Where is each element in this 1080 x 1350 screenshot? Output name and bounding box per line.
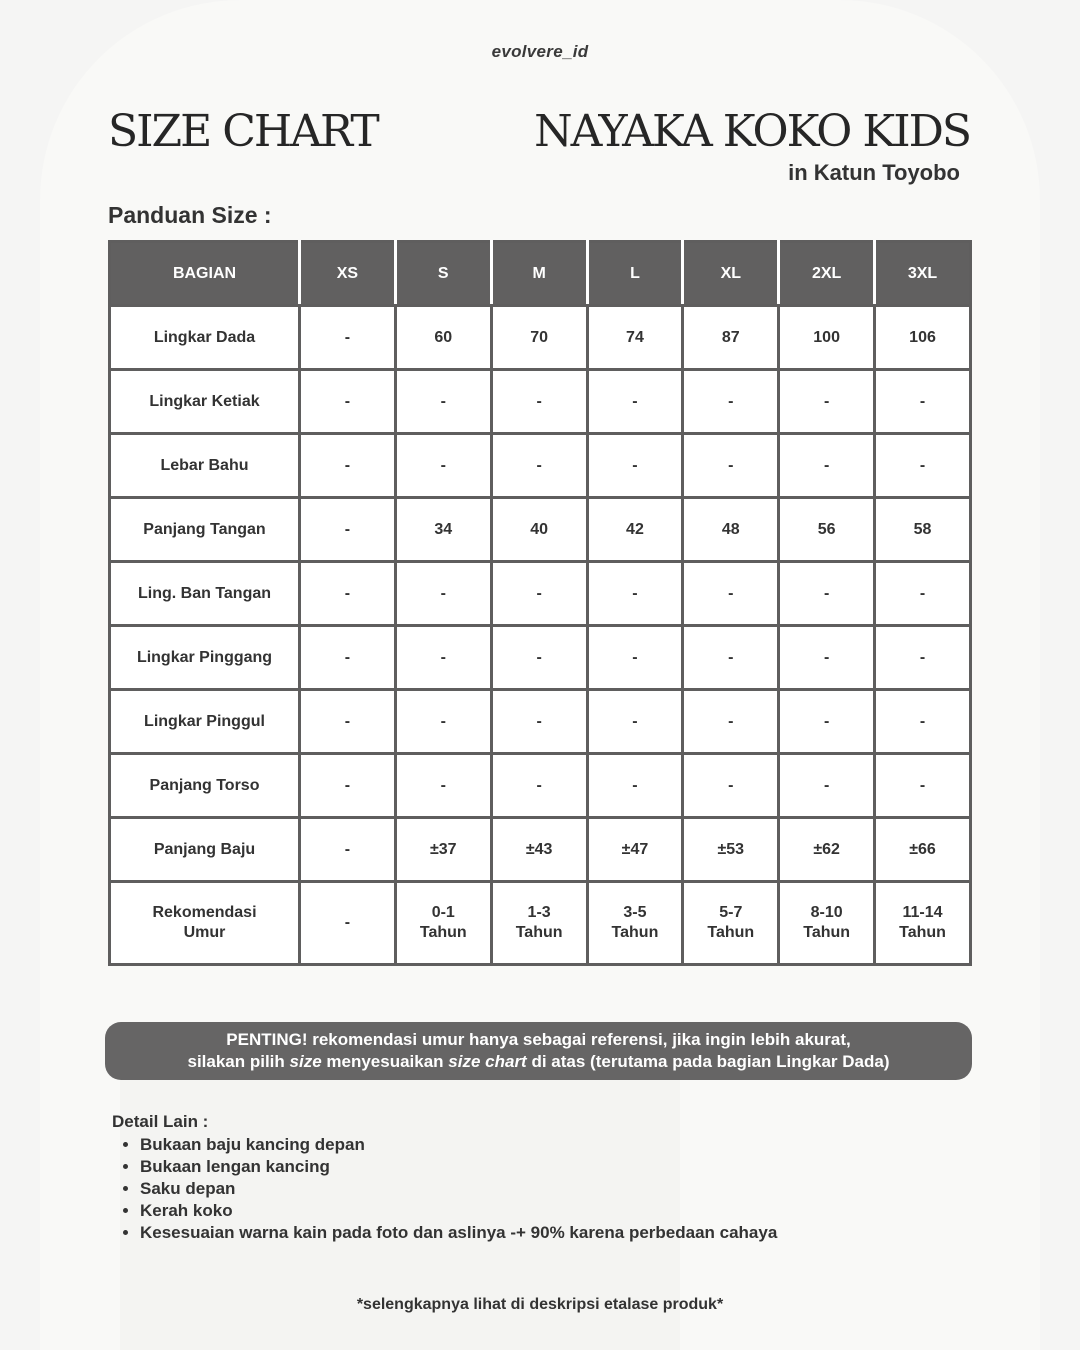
table-cell: - (300, 626, 396, 690)
table-cell: 56 (779, 498, 875, 562)
product-material: in Katun Toyobo (788, 160, 960, 185)
header-cell: 3XL (875, 242, 971, 306)
table-cell: 1-3 Tahun (491, 882, 587, 965)
table-cell: - (395, 370, 491, 434)
table-cell-label: Ling. Ban Tangan (110, 562, 300, 626)
table-cell: - (683, 562, 779, 626)
table-cell: - (683, 754, 779, 818)
table-cell: - (779, 370, 875, 434)
table-cell-label: Panjang Tangan (110, 498, 300, 562)
table-cell: - (779, 562, 875, 626)
table-cell: - (395, 626, 491, 690)
table-row (110, 434, 971, 498)
table-cell: - (491, 690, 587, 754)
table-cell: ±47 (587, 818, 683, 882)
header-cell: L (587, 242, 683, 306)
table-row (110, 690, 971, 754)
table-cell: - (587, 562, 683, 626)
table-row (110, 818, 971, 882)
table-cell: ±62 (779, 818, 875, 882)
table-cell: 8-10 Tahun (779, 882, 875, 965)
table-cell: 87 (683, 306, 779, 370)
product-name: NAYAKA KOKO KIDS (534, 106, 970, 157)
table-cell: - (491, 562, 587, 626)
table-cell: - (875, 562, 971, 626)
table-cell: 74 (587, 306, 683, 370)
note-line-1: PENTING! rekomendasi umur hanya sebagai referensi, jika ingin lebih akurat, (226, 1030, 851, 1049)
table-cell: 5-7 Tahun (683, 882, 779, 965)
table-cell: - (779, 690, 875, 754)
table-cell-label: Lingkar Pinggul (110, 690, 300, 754)
table-cell: - (300, 754, 396, 818)
table-cell: ±53 (683, 818, 779, 882)
table-cell: 58 (875, 498, 971, 562)
table-cell: - (491, 754, 587, 818)
table-cell: 100 (779, 306, 875, 370)
table-cell: 42 (587, 498, 683, 562)
table-cell: - (587, 754, 683, 818)
table-cell: - (300, 498, 396, 562)
table-cell: ±43 (491, 818, 587, 882)
table-cell: - (683, 434, 779, 498)
table-cell: - (395, 754, 491, 818)
size-chart-table (108, 240, 972, 966)
table-cell: - (683, 690, 779, 754)
table-cell: - (683, 626, 779, 690)
table-cell: - (875, 626, 971, 690)
table-row (110, 370, 971, 434)
list-item: • Saku depan (140, 1178, 777, 1200)
table-cell: - (300, 562, 396, 626)
table-row-age (110, 882, 971, 965)
note-line-2: silakan pilih size menyesuaikan size chart di atas (terutama pada bagian Lingkar Dada) (187, 1052, 890, 1071)
list-item: • Bukaan baju kancing depan (140, 1134, 777, 1156)
header-cell: M (491, 242, 587, 306)
table-cell: 3-5 Tahun (587, 882, 683, 965)
table-cell: - (683, 370, 779, 434)
table-cell-label: Lingkar Dada (110, 306, 300, 370)
table-cell: - (300, 818, 396, 882)
table-cell: 70 (491, 306, 587, 370)
list-item: • Bukaan lengan kancing (140, 1156, 777, 1178)
table-cell-label: Panjang Torso (110, 754, 300, 818)
header-cell: BAGIAN (110, 242, 300, 306)
table-cell: 40 (491, 498, 587, 562)
table-cell: - (395, 562, 491, 626)
table-row (110, 754, 971, 818)
table-cell-label: Rekomendasi Umur (110, 882, 300, 965)
header-cell: S (395, 242, 491, 306)
table-cell: - (491, 370, 587, 434)
list-item: • Kerah koko (140, 1200, 777, 1222)
table-cell: - (300, 690, 396, 754)
table-cell: - (491, 434, 587, 498)
table-row (110, 306, 971, 370)
table-cell-label: Panjang Baju (110, 818, 300, 882)
table-cell: - (875, 754, 971, 818)
table-cell: - (587, 690, 683, 754)
size-guide-label: Panduan Size : (108, 202, 272, 228)
footer-note: *selengkapnya lihat di deskripsi etalase produk* (356, 1296, 724, 1313)
table-cell: - (875, 434, 971, 498)
table-cell: 60 (395, 306, 491, 370)
table-cell-label: Lingkar Ketiak (110, 370, 300, 434)
table-cell-label: Lingkar Pinggang (110, 626, 300, 690)
brand-handle: evolvere_id (491, 42, 589, 61)
page-title: SIZE CHART (108, 106, 378, 157)
header-cell: XL (683, 242, 779, 306)
table-cell: - (875, 690, 971, 754)
table-cell: - (779, 754, 875, 818)
details-title: Detail Lain : (112, 1112, 209, 1131)
table-header-row (110, 242, 971, 306)
table-cell: - (395, 690, 491, 754)
table-cell: - (300, 434, 396, 498)
table-cell: 0-1 Tahun (395, 882, 491, 965)
table-cell: ±37 (395, 818, 491, 882)
table-cell: 34 (395, 498, 491, 562)
table-cell: - (300, 370, 396, 434)
table-row (110, 498, 971, 562)
table-cell: 11-14 Tahun (875, 882, 971, 965)
table-cell: - (395, 434, 491, 498)
details-list (116, 1134, 777, 1244)
table-cell: 48 (683, 498, 779, 562)
table-cell: - (300, 882, 396, 965)
table-cell: - (587, 434, 683, 498)
table-cell: - (779, 434, 875, 498)
table-cell: - (587, 626, 683, 690)
table-cell: ±66 (875, 818, 971, 882)
table-cell-label: Lebar Bahu (110, 434, 300, 498)
header-cell: 2XL (779, 242, 875, 306)
list-item: • Kesesuaian warna kain pada foto dan aslinya -+ 90% karena perbedaan cahaya (140, 1222, 777, 1244)
table-row (110, 562, 971, 626)
table-cell: - (779, 626, 875, 690)
table-row (110, 626, 971, 690)
table-cell: - (875, 370, 971, 434)
important-note (105, 1022, 972, 1080)
header-cell: XS (300, 242, 396, 306)
table-cell: - (491, 626, 587, 690)
table-cell: - (300, 306, 396, 370)
table-cell: - (587, 370, 683, 434)
table-cell: 106 (875, 306, 971, 370)
